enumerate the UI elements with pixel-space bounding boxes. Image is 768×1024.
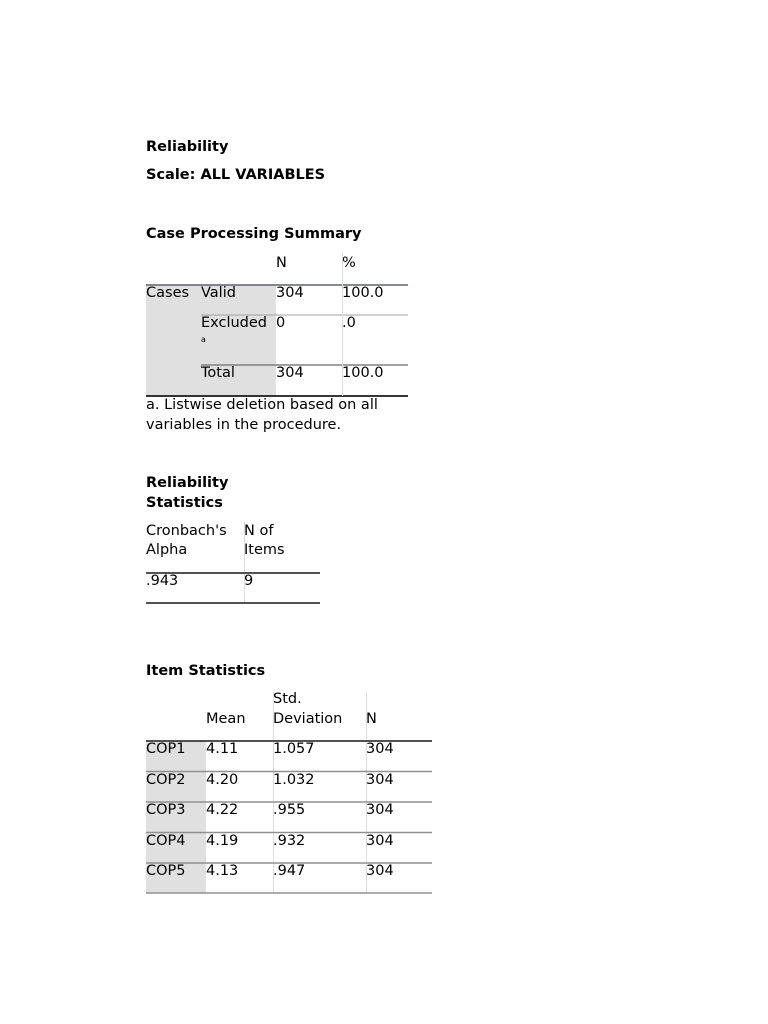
item-row-n: 304 xyxy=(366,863,394,879)
item-row-std: .947 xyxy=(273,863,306,879)
case-row-label: Excluded xyxy=(201,315,268,331)
case-row-label: Total xyxy=(201,365,235,381)
item-row-std: 1.032 xyxy=(273,772,315,788)
case-col-pct-header: % xyxy=(342,255,356,271)
case-row-n: 0 xyxy=(276,315,286,331)
reliability-stats-title-line1: Reliability xyxy=(146,475,229,491)
item-row-n: 304 xyxy=(366,772,394,788)
item-row-n: 304 xyxy=(366,741,394,757)
footnote-marker: a xyxy=(201,335,206,344)
alpha-value: .943 xyxy=(146,573,179,589)
item-col-n-header: N xyxy=(366,711,377,727)
item-col-std-header-line2: Deviation xyxy=(273,711,343,727)
cases-group-label: Cases xyxy=(146,285,190,301)
page-title: Reliability xyxy=(146,139,229,155)
item-row-label: COP5 xyxy=(146,863,186,879)
item-row-mean: 4.19 xyxy=(206,833,239,849)
item-row-mean: 4.11 xyxy=(206,741,239,757)
n-items-header-line2: Items xyxy=(244,542,285,558)
case-col-n-header: N xyxy=(276,255,287,271)
case-row-pct: 100.0 xyxy=(342,285,384,301)
n-items-value: 9 xyxy=(244,573,254,589)
case-row-pct: 100.0 xyxy=(342,365,384,381)
case-row-pct: .0 xyxy=(342,315,356,331)
item-col-mean-header: Mean xyxy=(206,711,246,727)
item-col-std-header-line1: Std. xyxy=(273,691,302,707)
item-stats-title: Item Statistics xyxy=(146,663,266,679)
item-row-label: COP4 xyxy=(146,833,186,849)
item-row-std: 1.057 xyxy=(273,741,315,757)
item-row-label: COP2 xyxy=(146,772,186,788)
n-items-header-line1: N of xyxy=(244,523,274,539)
case-row-n: 304 xyxy=(276,285,304,301)
item-row-n: 304 xyxy=(366,833,394,849)
alpha-header-line1: Cronbach's xyxy=(146,523,227,539)
item-row-mean: 4.13 xyxy=(206,863,239,879)
scale-label: Scale: ALL VARIABLES xyxy=(146,167,326,183)
case-footnote: a. Listwise deletion based on all variables in the procedure. xyxy=(146,397,378,433)
item-row-label: COP3 xyxy=(146,802,186,818)
case-row-label: Valid xyxy=(201,285,236,301)
case-row-n: 304 xyxy=(276,365,304,381)
reliability-stats-title-line2: Statistics xyxy=(146,495,223,511)
item-row-label: COP1 xyxy=(146,741,186,757)
case-processing-title: Case Processing Summary xyxy=(146,226,362,242)
item-row-std: .932 xyxy=(273,833,306,849)
item-row-std: .955 xyxy=(273,802,306,818)
alpha-header-line2: Alpha xyxy=(146,542,188,558)
item-row-mean: 4.22 xyxy=(206,802,239,818)
item-row-n: 304 xyxy=(366,802,394,818)
item-row-mean: 4.20 xyxy=(206,772,239,788)
